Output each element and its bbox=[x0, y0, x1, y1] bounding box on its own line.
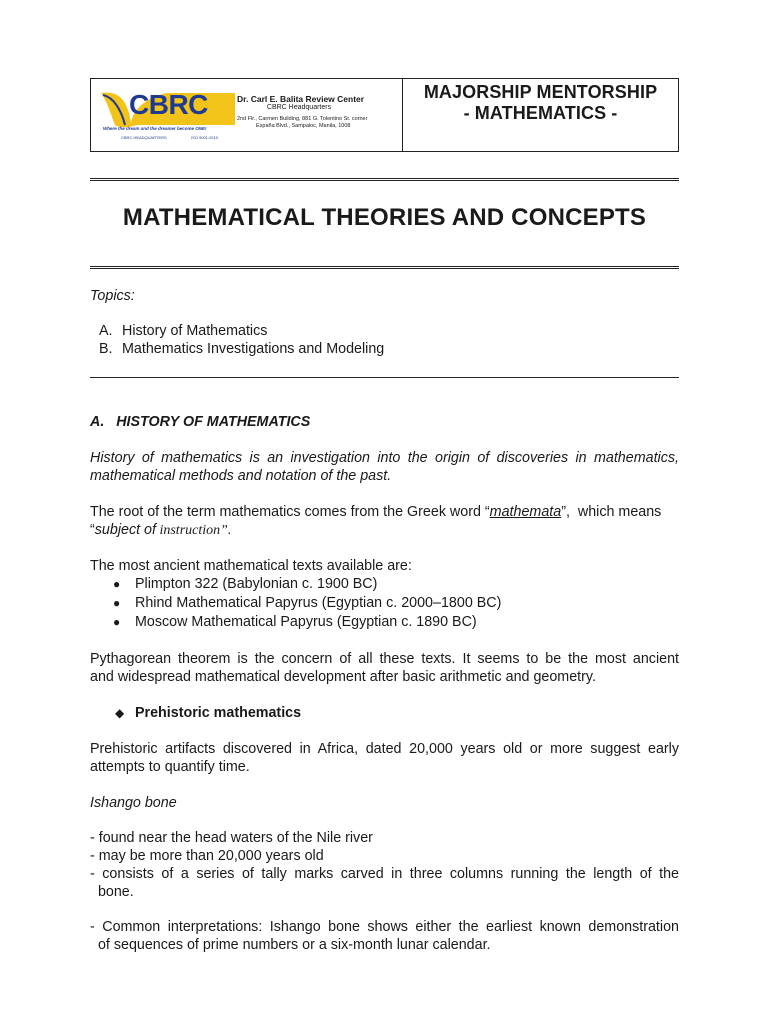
logo-tagline: Where the dream and the dreamer become ONE! bbox=[103, 126, 207, 131]
topic-item-a: History of Mathematics bbox=[122, 323, 268, 339]
list-item: Plimpton 322 (Babylonian c. 1900 BC) bbox=[135, 576, 378, 592]
root-line-1 bbox=[90, 503, 661, 521]
prehistoric-line-2: attempts to quantify time. bbox=[90, 759, 250, 775]
title-top-rule bbox=[90, 178, 679, 181]
logo-wordmark: CBRC bbox=[129, 89, 208, 120]
greek-word: mathemata bbox=[489, 504, 562, 520]
interpretation-line-2: of sequences of prime numbers or a six-month lunar calendar. bbox=[90, 937, 491, 953]
bullet-icon: ● bbox=[113, 577, 121, 591]
page-title: MATHEMATICAL THEORIES AND CONCEPTS bbox=[122, 204, 647, 231]
ishango-heading: Ishango bone bbox=[90, 795, 177, 811]
root-line-1-prefix: The root of the term mathematics comes from the Greek word “ bbox=[90, 504, 490, 520]
ishango-item: - found near the head waters of the Nile river bbox=[90, 830, 373, 846]
address-line-2: España Blvd., Sampaloc, Manila, 1008 bbox=[256, 123, 351, 129]
address-line-1: 2nd Flr., Carmen Building, 881 G. Tolentino St. corner bbox=[237, 116, 368, 122]
header-title-line-2: - MATHEMATICS - bbox=[463, 103, 618, 123]
root-line-2-italic: subject of bbox=[94, 522, 156, 538]
topic-item-b-letter: B. bbox=[99, 341, 113, 357]
root-line-2-open: “ bbox=[90, 522, 95, 538]
review-center-hq: CBRC Headquarters bbox=[266, 104, 332, 111]
bullet-icon: ● bbox=[113, 615, 121, 629]
list-item: Moscow Mathematical Papyrus (Egyptian c. 1890 BC) bbox=[135, 614, 477, 630]
root-line-2 bbox=[90, 521, 231, 540]
pythagorean-line-2: and widespread mathematical development after basic arithmetic and geometry. bbox=[90, 669, 596, 685]
header-title-cell bbox=[403, 79, 678, 151]
title-bottom-rule bbox=[90, 266, 679, 269]
definition-line-2: mathematical methods and notation of the past. bbox=[90, 468, 392, 484]
topics-label: Topics: bbox=[90, 288, 135, 304]
root-line-2-rest: instruction”. bbox=[155, 523, 232, 538]
interpretation-line-1: - Common interpretations: Ishango bone shows either the earliest known demonstration bbox=[90, 919, 679, 935]
texts-intro: The most ancient mathematical texts available are: bbox=[90, 558, 412, 574]
logo-foot-right: ISO 9001:2015 bbox=[191, 135, 218, 140]
root-line-1-suffix: ”, which means bbox=[561, 504, 662, 520]
ishango-columns-line-1: - consists of a series of tally marks carved in three columns running the length of the bbox=[90, 866, 679, 882]
header-box bbox=[90, 78, 679, 152]
topic-item-a-letter: A. bbox=[99, 323, 113, 339]
header-title-line-1: MAJORSHIP MENTORSHIP bbox=[423, 82, 658, 102]
topics-divider bbox=[90, 377, 679, 378]
subsection-heading: Prehistoric mathematics bbox=[135, 705, 302, 721]
logo-cell bbox=[91, 79, 403, 151]
section-heading: A. HISTORY OF MATHEMATICS bbox=[90, 414, 311, 430]
prehistoric-line-1: Prehistoric artifacts discovered in Africa, dated 20,000 years old or more suggest early bbox=[90, 741, 679, 757]
topic-item-b: Mathematics Investigations and Modeling bbox=[122, 341, 385, 357]
diamond-bullet-icon: ◆ bbox=[115, 706, 125, 720]
ishango-item: - may be more than 20,000 years old bbox=[90, 848, 324, 864]
bullet-icon: ● bbox=[113, 596, 121, 610]
pythagorean-line-1: Pythagorean theorem is the concern of all these texts. It seems to be the most ancient bbox=[90, 651, 679, 667]
review-center-name: Dr. Carl E. Balita Review Center bbox=[237, 94, 365, 104]
logo-foot-left: CBRC HEADQUARTERS bbox=[121, 135, 167, 140]
list-item: Rhind Mathematical Papyrus (Egyptian c. 2000–1800 BC) bbox=[135, 595, 502, 611]
definition-line-1: History of mathematics is an investigation into the origin of discoveries in mathematics, bbox=[90, 450, 679, 466]
ishango-columns-line-2: bone. bbox=[90, 884, 134, 900]
